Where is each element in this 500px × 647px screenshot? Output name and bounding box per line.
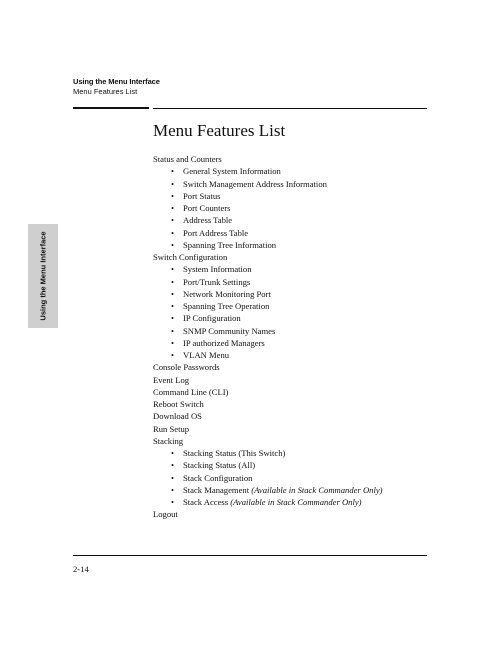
page-title: Menu Features List xyxy=(153,121,286,140)
list-item: Spanning Tree Information xyxy=(183,239,277,250)
availability-note: (Available in Stack Commander Only) xyxy=(251,484,383,495)
list-item-stacking: Stacking xyxy=(153,435,184,446)
list-item-status-counters: Status and Counters xyxy=(153,154,222,164)
page-number: 2-14 xyxy=(73,564,89,574)
list-item: System Information xyxy=(183,264,252,275)
list-item: Stacking Status (All) xyxy=(183,460,256,471)
list-item: Stack Configuration xyxy=(183,472,253,483)
list-item: IP authorized Managers xyxy=(183,337,265,348)
list-item: Address Table xyxy=(183,215,233,226)
side-tab-label: Using the Menu Interface xyxy=(38,231,48,321)
running-header xyxy=(73,77,160,97)
menu-features-list xyxy=(153,153,383,521)
availability-note: (Available in Stack Commander Only) xyxy=(230,497,362,507)
list-item: Port Address Table xyxy=(183,227,249,238)
header-chapter-title: Using the Menu Interface xyxy=(73,77,160,86)
list-item: Switch Management Address Information xyxy=(183,178,327,189)
header-rule-short xyxy=(73,107,149,109)
list-item: VLAN Menu xyxy=(183,350,230,360)
list-item-stack-management: Stack Management (Available in Stack Commander Only) xyxy=(183,484,383,495)
list-item-event-log: Event Log xyxy=(153,374,190,385)
list-item: Network Monitoring Port xyxy=(183,288,271,299)
list-item: General System Information xyxy=(183,166,281,177)
list-item: Stacking Status (This Switch) xyxy=(183,448,286,458)
list-item: Spanning Tree Operation xyxy=(183,301,270,311)
list-item: IP Configuration xyxy=(183,313,241,324)
list-item-stack-access: Stack Access (Available in Stack Commander Only) xyxy=(183,497,362,507)
list-item-command-line: Command Line (CLI) xyxy=(153,386,229,397)
list-item-download-os: Download OS xyxy=(153,411,202,422)
list-item: Port/Trunk Settings xyxy=(183,276,251,287)
list-item-logout: Logout xyxy=(153,509,178,520)
list-item: Port Counters xyxy=(183,203,231,213)
list-item-console-passwords: Console Passwords xyxy=(153,362,220,373)
footer-rule xyxy=(73,555,427,556)
list-item: Port Status xyxy=(183,190,221,201)
list-item-reboot-switch: Reboot Switch xyxy=(153,399,204,409)
list-item-switch-configuration: Switch Configuration xyxy=(153,252,228,262)
list-item-run-setup: Run Setup xyxy=(153,423,190,434)
header-rule-long xyxy=(153,108,427,109)
list-item: SNMP Community Names xyxy=(183,325,276,336)
header-section-title: Menu Features List xyxy=(73,87,138,96)
